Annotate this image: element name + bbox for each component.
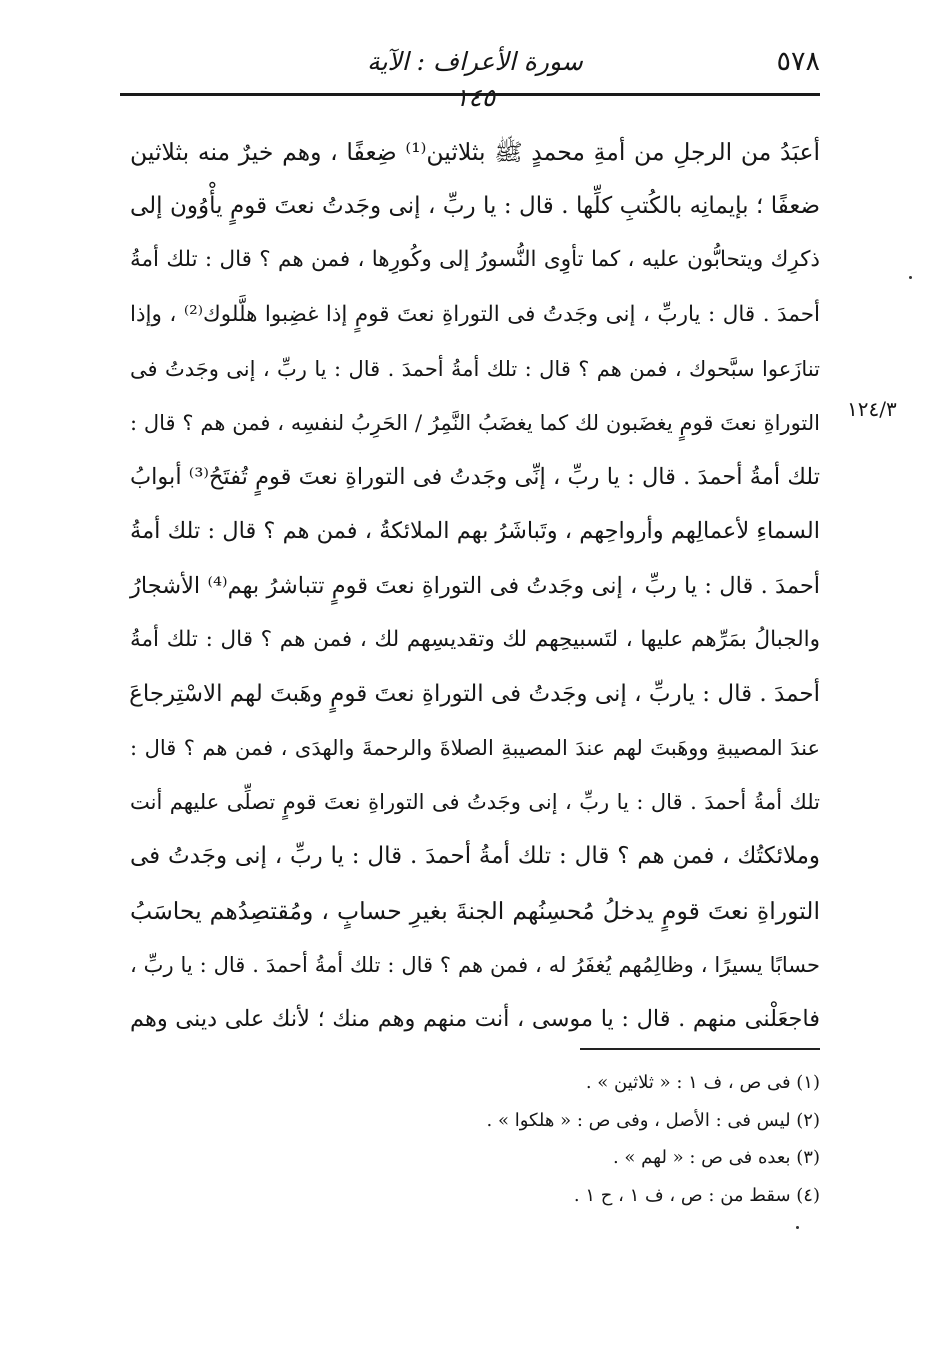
text-line: أحمدَ . قال : ياربِّ ، إنى وجَدتُ فى التوراةِ نعتَ قومٍ وهَبتَ لهم الاسْتِرجاعَ xyxy=(129,680,820,707)
text-line: أعبَدُ من الرجلِ من أمةِ محمدٍ ﷺ بثلاثين⁽¹⁾ ضِعفًا ، وهم خيرٌ منه بثلاثين xyxy=(130,138,820,166)
margin-reference: ١٢٤/٣ xyxy=(847,397,897,421)
footnote-item: (٤) سقط من : ص ، ف ١ ، ح ١ . xyxy=(573,1184,820,1206)
footnote-item: (١) فى ص ، ف ١ : « ثلاثين » . xyxy=(585,1072,820,1093)
header-divider xyxy=(120,93,820,96)
text-line: عندَ المصيبةِ ووهَبتَ لهم عندَ المصيبةِ الصلاةَ والرحمةَ والهدَى ، فمن هم ؟ قال : xyxy=(130,736,820,761)
text-line: تلك أمةُ أحمدَ . قال : يا ربِّ ، إنى وجَدتُ فى التوراةِ نعتَ قومٍ تصلِّى عليهم أنت xyxy=(130,790,820,815)
text-line: تلك أمةُ أحمدَ . قال : يا ربِّ ، إنِّى وجَدتُ فى التوراةِ نعتَ قومٍ تُفتَحُ⁽³⁾ أبوابُ xyxy=(130,464,821,491)
footnotes xyxy=(320,1064,820,1214)
text-line: أحمدَ . قال : ياربِّ ، إنى وجَدتُ فى التوراةِ نعتَ قومٍ إذا غضِبوا هلَّلوك⁽²⁾ ، وإذا xyxy=(130,301,820,327)
text-line: التوراةِ نعتَ قومٍ يدخلُ مُحسِنُهم الجنةَ بغيرِ حسابٍ ، ومُقتصِدُهم يحاسَبُ xyxy=(130,896,820,925)
text-line: ضعفًا ؛ بإيمانِه بالكُتبِ كلِّها . قال : يا ربِّ ، إنى وجَدتُ نعتَ قومٍ يأْوُون إلى xyxy=(130,193,820,220)
text-line: والجبالُ بمَرِّهم عليها ، لتَسبيحِهم لك وتقديسِهم لك ، فمن هم ؟ قال : تلك أمةُ xyxy=(130,626,820,652)
running-title: سورة الأعراف : الآية ١٤٥ xyxy=(367,47,583,112)
text-line: فاجعَلْنى منهم . قال : يا موسى ، أنت منهم وهم منك ؛ لأنك على دينى وهم xyxy=(130,1006,820,1032)
page-header xyxy=(120,44,820,112)
bottom-dot xyxy=(796,1226,799,1229)
main-text xyxy=(130,125,820,1046)
text-line: التوراةِ نعتَ قومٍ يغضَبون لك كما يغضَبُ النَّمِرُ / الحَرِبُ لنفسِه ، فمن هم ؟ قال : xyxy=(130,410,820,435)
footnote-item: (٣) بعده فى ص : « لهم » . xyxy=(612,1147,820,1168)
footnote-item: (٢) ليس فى : الأصل ، وفى ص : « هلكوا » . xyxy=(486,1109,820,1131)
margin-dot xyxy=(909,276,912,279)
text-line: ذكرِك ويتحابُّون عليه ، كما تأوِى النُّسورُ إلى وكُورِها ، فمن هم ؟ قال : تلك أمةُ xyxy=(130,247,820,273)
text-line: تنازَعوا سبَّحوك ، فمن هم ؟ قال : تلك أمةُ أحمدَ . قال : يا ربِّ ، إنى وجَدتُ فى xyxy=(130,356,820,381)
text-line: وملائكتُك ، فمن هم ؟ قال : تلك أمةُ أحمدَ . قال : يا ربِّ ، إنى وجَدتُ فى xyxy=(130,843,820,870)
footnote-divider xyxy=(580,1048,820,1050)
text-line: حسابًا يسيرًا ، وظالِمُهم يُغفَرُ له ، فمن هم ؟ قال : تلك أمةُ أحمدَ . قال : يا ربِّ ، xyxy=(130,952,820,977)
text-line: السماءِ لأعمالِهم وأرواحِهم ، وتَباشَرُ بهم الملائكةُ ، فمن هم ؟ قال : تلك أمةُ xyxy=(130,518,820,545)
text-line: أحمدَ . قال : يا ربِّ ، إنى وجَدتُ فى التوراةِ نعتَ قومٍ تتباشرُ بهم⁽⁴⁾ الأشجارُ xyxy=(130,572,821,599)
page-number: ٥٧٨ xyxy=(776,46,820,77)
